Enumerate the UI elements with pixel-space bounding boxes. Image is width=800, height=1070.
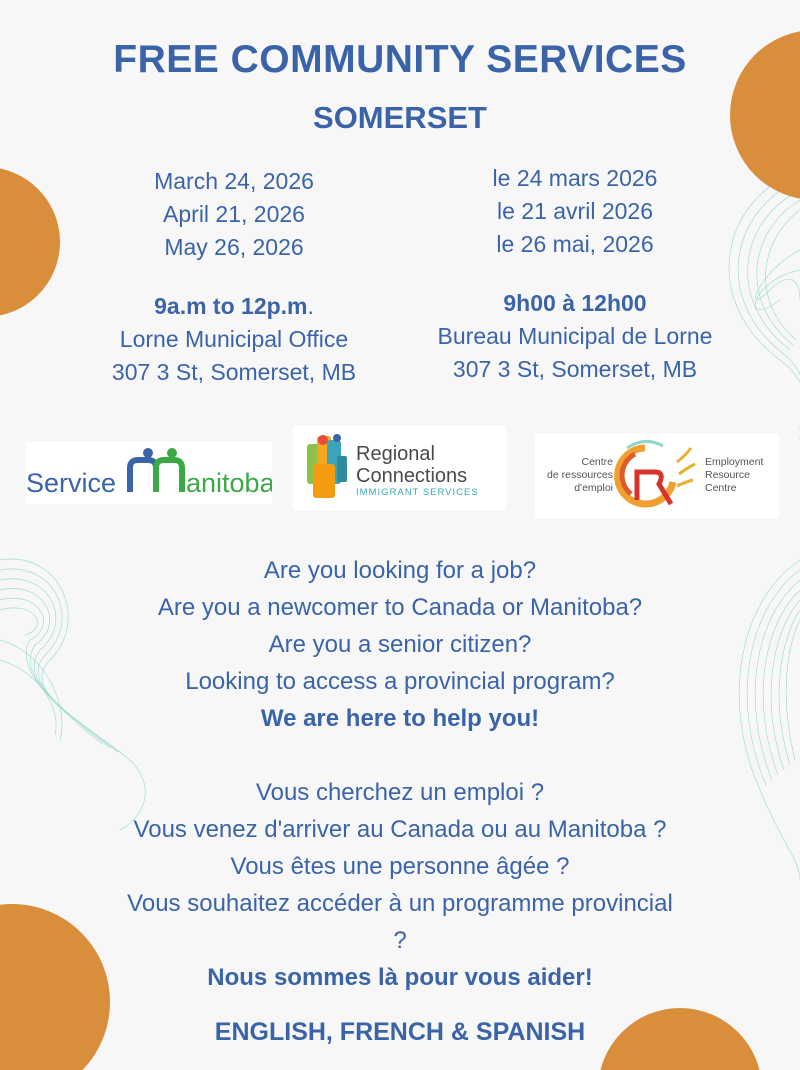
- time-fr: 9h00 à 12h00: [503, 290, 647, 316]
- page-title: FREE COMMUNITY SERVICES: [113, 38, 687, 81]
- date-en-1: March 24, 2026: [154, 168, 314, 194]
- languages-footer: ENGLISH, FRENCH & SPANISH: [214, 1018, 586, 1046]
- english-schedule: [84, 165, 384, 389]
- address-fr: 307 3 St, Somerset, MB: [452, 356, 698, 382]
- date-fr-2: le 21 avril 2026: [497, 198, 653, 224]
- time-en-suffix: .: [307, 293, 314, 319]
- date-fr-1: le 24 mars 2026: [492, 165, 658, 191]
- logo-fr-line-3: d'emploi: [574, 482, 613, 494]
- question-en-2: Are you a newcomer to Canada or Manitoba?: [157, 594, 643, 621]
- logo-text-manitoba: anitoba: [186, 468, 272, 498]
- location-en: Lorne Municipal Office: [119, 326, 349, 352]
- question-en-3: Are you a senior citizen?: [268, 631, 532, 658]
- logo-fr-line-2: de ressources: [547, 469, 613, 481]
- date-fr-3: le 26 mai, 2026: [496, 231, 654, 257]
- regional-connections-logo: [293, 426, 506, 510]
- question-fr-2: Vous venez d'arriver au Canada ou au Manitoba ?: [133, 816, 667, 843]
- logo-en-line-2: Resource: [705, 469, 750, 481]
- crest-icon: [618, 441, 695, 504]
- question-en-1: Are you looking for a job?: [263, 557, 537, 584]
- orange-circle-left: [0, 167, 60, 317]
- address-en: 307 3 St, Somerset, MB: [111, 359, 357, 385]
- logo-text-immigrant-services: IMMIGRANT SERVICES: [356, 487, 479, 498]
- people-icon: [130, 448, 182, 492]
- logo-en-line-1: Employment: [705, 456, 764, 468]
- date-en-2: April 21, 2026: [163, 201, 305, 227]
- location-fr: Bureau Municipal de Lorne: [437, 323, 713, 349]
- question-fr-3: Vous êtes une personne âgée ?: [230, 853, 570, 880]
- question-fr-4-end: ?: [393, 927, 407, 954]
- question-fr-4: Vous souhaitez accéder à un programme provincial: [127, 890, 673, 917]
- time-en-line: [84, 290, 384, 323]
- regional-connections-logo-art: [293, 426, 506, 510]
- help-fr: Nous sommes là pour vous aider!: [207, 964, 593, 991]
- service-manitoba-logo: [26, 442, 272, 504]
- page-subtitle: SOMERSET: [313, 100, 487, 135]
- figures-icon: [307, 434, 347, 498]
- question-en-4: Looking to access a provincial program?: [185, 668, 615, 695]
- help-en: We are here to help you!: [260, 705, 540, 732]
- employment-resource-centre-logo: [535, 434, 779, 518]
- question-fr-1: Vous cherchez un emploi ?: [255, 779, 545, 806]
- logo-fr-line-1: Centre: [581, 456, 613, 468]
- logo-text-connections: Connections: [356, 465, 468, 487]
- logo-text-service: Service: [26, 468, 117, 498]
- logo-en-line-3: Centre: [705, 482, 737, 494]
- time-en: 9a.m to 12p.m: [154, 293, 308, 319]
- questions-section: [0, 552, 800, 996]
- french-schedule: [405, 162, 745, 386]
- service-manitoba-logo-art: [26, 442, 272, 504]
- logo-text-regional: Regional: [356, 443, 435, 465]
- employment-centre-logo-art: [535, 434, 779, 518]
- date-en-3: May 26, 2026: [164, 234, 304, 260]
